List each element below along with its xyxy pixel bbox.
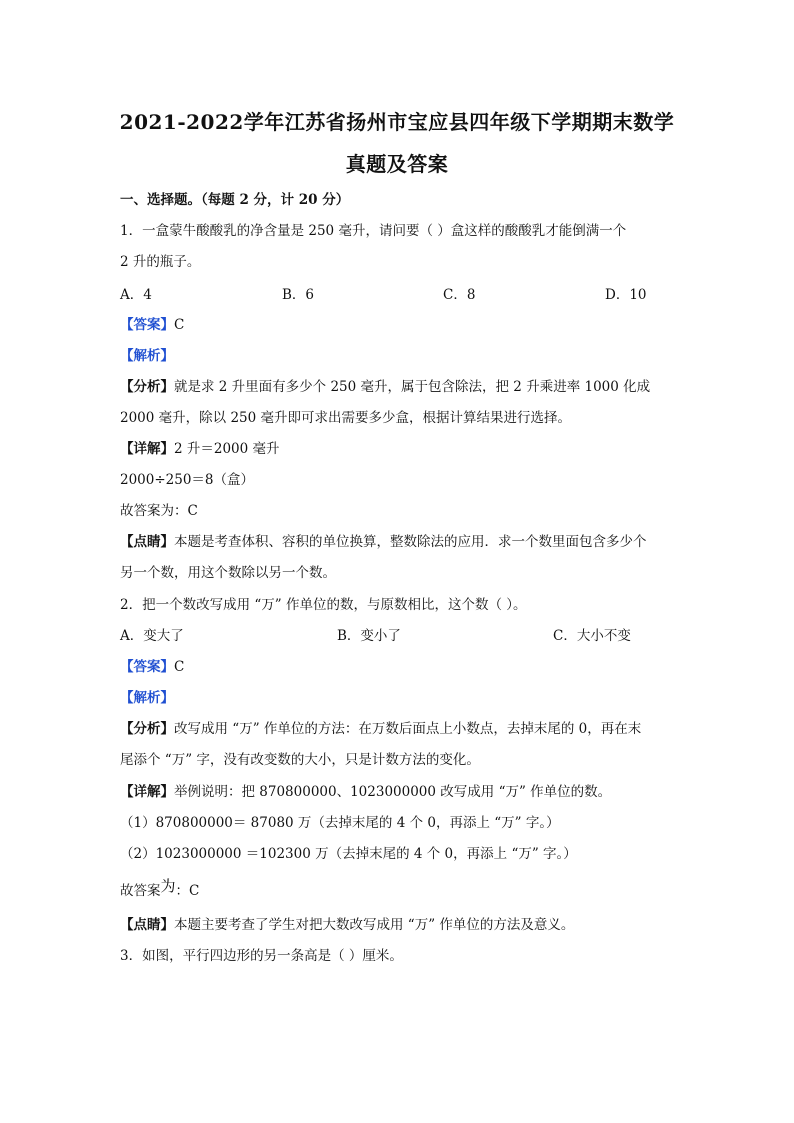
document-title: 2021-2022学年江苏省扬州市宝应县四年级下学期期末数学 [119,110,675,134]
q2-option-b: B．变小了 [337,628,401,644]
q1-fenxi-line [120,375,650,395]
jiexi-tag: 【解析】 [120,348,174,364]
q2-xiangjie-line [120,780,611,800]
q1-conclusion: 故答案为：C [120,503,198,519]
q2-option-a: A．变大了 [120,628,184,644]
answer-tag: 【答案】 [120,659,174,675]
q1-option-c: C．8 [443,287,476,303]
q2-option-c: C．大小不变 [553,628,631,644]
xiangjie-tag: 【详解】 [120,784,174,800]
q2-answer-line [120,655,184,675]
xiangjie-tag: 【详解】 [120,441,174,457]
q1-answer: C [174,317,185,333]
q1-answer-line [120,313,184,333]
question-1-text-cont: 2 升的瓶子。 [120,254,201,270]
q2-conclusion-b: 为 [160,877,176,895]
question-1-text: 1．一盒蒙牛酸酸乳的净含量是 250 毫升，请问要（ ）盒这样的酸酸乳才能倒满一个 [120,223,627,239]
q1-option-a: A．4 [120,287,152,303]
q1-dianjing-1: 本题是考查体积、容积的单位换算，整数除法的应用．求一个数里面包含多少个 [174,534,647,550]
q2-xiangjie-1: 举例说明：把 870800000、1023000000 改写成用 “万” 作单位的数。 [174,784,612,800]
dianjing-tag: 【点睛】 [120,534,174,550]
fenxi-tag: 【分析】 [120,379,174,395]
q1-dianjing-cont: 另一个数，用这个数除以另一个数。 [120,565,336,581]
jiexi-tag: 【解析】 [120,690,174,706]
q1-fenxi-cont: 2000 毫升，除以 250 毫升即可求出需要多少盒，根据计算结果进行选择。 [120,410,571,426]
q2-fenxi-cont: 尾添个 “万” 字，没有改变数的大小，只是计数方法的变化。 [120,752,480,768]
q2-fenxi-line [120,717,641,737]
answer-tag: 【答案】 [120,317,174,333]
q1-option-b: B．6 [282,287,315,303]
fenxi-tag: 【分析】 [120,721,174,737]
q2-xiangjie-2: （1）870800000＝ 87080 万（去掉末尾的 4 个 0，再添上 “万” 字。） [120,815,560,831]
q2-conclusion [120,879,199,900]
q2-jiexi-line [120,686,174,706]
q1-option-d: D．10 [605,287,647,303]
question-2-text: 2．把一个数改写成用 “万” 作单位的数，与原数相比，这个数（ ）。 [120,597,527,613]
q2-dianjing-line [120,913,574,933]
q1-fenxi-1: 就是求 2 升里面有多少个 250 毫升，属于包含除法，把 2 升乘进率 1000 化成 [174,379,651,395]
q1-xiangjie-2: 2000÷250＝8（盒） [120,472,255,488]
document-title-line2: 真题及答案 [345,152,449,176]
q2-conclusion-a: 故答案 [120,883,161,899]
q2-xiangjie-3: （2）1023000000 ＝102300 万（去掉末尾的 4 个 0，再添上 “万” 字。） [120,846,577,862]
q2-dianjing-1: 本题主要考查了学生对把大数改写成用 “万” 作单位的方法及意义。 [174,917,575,933]
q1-xiangjie-1: 2 升＝2000 毫升 [174,441,280,457]
q2-answer: C [174,659,185,675]
dianjing-tag: 【点睛】 [120,917,174,933]
q1-jiexi-line [120,344,174,364]
q1-dianjing-line [120,530,647,550]
question-3-text: 3．如图，平行四边形的另一条高是（ ）厘米。 [120,948,403,964]
q1-xiangjie-line [120,437,280,457]
section-heading: 一、选择题。（每题 2 分，计 20 分） [120,192,350,208]
q2-conclusion-c: ：C [175,883,200,899]
q2-fenxi-1: 改写成用 “万” 作单位的方法：在万数后面点上小数点，去掉末尾的 0，再在末 [174,721,642,737]
